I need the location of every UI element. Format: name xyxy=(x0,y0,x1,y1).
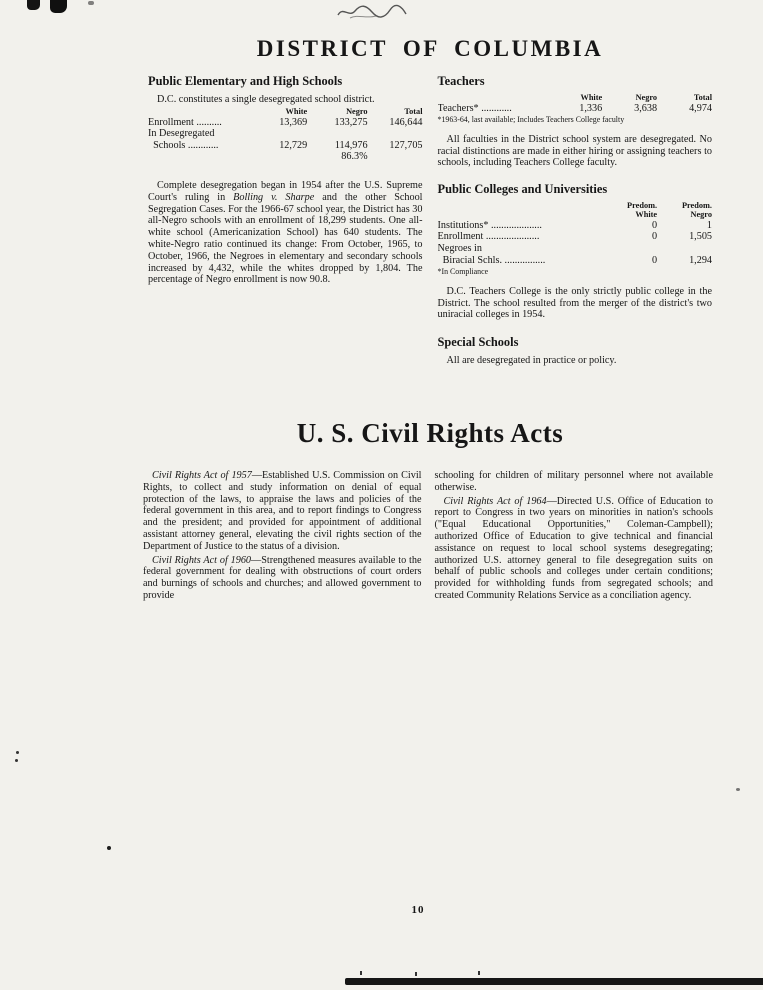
row-label: Enrollment ..................... xyxy=(437,231,540,243)
teachers-body-paragraph: All faculties in the District school system are desegregated. No racial distinctions are made in either hiring or assigning teachers to schools, including Teachers College faculty. xyxy=(437,133,712,169)
scan-artifact-dot xyxy=(736,788,740,791)
header-predom-negro: Predom. Negro xyxy=(681,201,712,220)
row-label: Institutions* .................... xyxy=(437,219,542,231)
row-label: Biracial Schls. ................ xyxy=(437,254,546,266)
schools-body-post: and the other School Segregation Cases. For the 1966-67 school year, the District has 30 all-Negro schools with an enrollment of 18,299 students. One all-white school (Americanization School) has 640 students. The white-Negro ratio continued its change: From October, 1965, to October, 1966, the Negroes in elementary and secondary schools increased by 4,432, while the whites dropped by 1,804. The percentage of Negro enrollment is now 90.8. xyxy=(148,191,423,286)
value-negro: 3,638 xyxy=(634,102,658,114)
schools-intro: D.C. constitutes a single desegregated school district. xyxy=(157,94,375,105)
table-row xyxy=(438,243,713,255)
page-content xyxy=(143,0,713,990)
page-number: 10 xyxy=(411,904,425,916)
value-total: 4,974 xyxy=(689,102,712,114)
table-row xyxy=(438,220,713,232)
teachers-footnote: *1963-64, last available; Includes Teachers College faculty xyxy=(437,115,625,125)
scan-artifact-dot xyxy=(107,846,111,850)
scan-artifact-blob xyxy=(88,1,94,5)
row-label: In Desegregated xyxy=(148,128,215,140)
acts-right-column xyxy=(435,470,714,602)
act-1960-text: —Strengthened measures available to the federal government for dealing with obstructions of court orders and burnings of schools and churches; and allowed government to provide xyxy=(143,554,422,601)
header-total: Total xyxy=(404,106,423,116)
case-name: Bolling v. Sharpe xyxy=(233,191,315,203)
table-header-row xyxy=(148,108,423,117)
header-negro: Negro xyxy=(635,93,658,102)
value-negro: 1,294 xyxy=(689,254,712,266)
header-negro: Negro xyxy=(346,106,368,116)
table-row xyxy=(438,231,713,243)
schools-body-pre: Complete desegregation began in 1954 after the U.S. Supreme Court's ruling in xyxy=(148,179,423,203)
value-negro: 1,505 xyxy=(689,231,712,243)
value-white: 12,729 xyxy=(279,139,308,151)
section-heading-teachers: Teachers xyxy=(437,74,485,88)
header-predom-white: Predom. White xyxy=(627,201,658,220)
value-white: 0 xyxy=(652,254,658,266)
table-row xyxy=(438,255,713,267)
teachers-table xyxy=(438,94,713,114)
act-1964-paragraph xyxy=(435,496,714,602)
act-1957-paragraph xyxy=(143,470,422,553)
special-schools-body: All are desegregated in practice or policy. xyxy=(446,355,617,367)
act-1960-continuation: schooling for children of military personnel where not available otherwise. xyxy=(434,470,713,493)
value-white: 0 xyxy=(652,219,658,231)
value-negro: 133,275 xyxy=(334,116,368,128)
header-blank xyxy=(148,108,250,117)
row-label: Enrollment .......... xyxy=(148,116,222,128)
value-white: 1,336 xyxy=(579,102,603,114)
value-white: 0 xyxy=(652,231,658,243)
header-white: White xyxy=(580,93,603,102)
act-1964-lead: Civil Rights Act of 1964 xyxy=(443,495,547,507)
colleges-footnote: *In Compliance xyxy=(437,267,489,277)
value-total: 127,705 xyxy=(389,139,423,151)
table-row xyxy=(148,140,423,152)
value-negro: 114,976 xyxy=(334,139,368,151)
act-1957-text: —Established U.S. Commission on Civil Rights, to collect and study information on denial of equal protection of the laws, to appraise the laws and policies of the federal government in this area, and to report findings to Congress and the president; and provided for appointment of additional assistant attorney general, elevating the civil rights section of the Department of Justice to the status of a division. xyxy=(143,470,422,552)
value-white: 13,369 xyxy=(279,116,308,128)
header-total: Total xyxy=(693,93,712,102)
row-label: Negroes in xyxy=(437,243,482,255)
scan-artifact-blob xyxy=(50,0,67,13)
acts-section-title: U. S. Civil Rights Acts xyxy=(296,418,564,448)
act-1960-lead: Civil Rights Act of 1960 xyxy=(152,554,252,566)
scan-artifact-blob xyxy=(27,0,40,10)
acts-left-column xyxy=(143,470,422,602)
value-negro-percent: 86.3% xyxy=(341,151,368,163)
right-column xyxy=(438,74,713,367)
statistics-section xyxy=(148,74,712,367)
colleges-body-paragraph: D.C. Teachers College is the only strictly public college in the District. The school resulted from the merger of the district's two uniracial colleges in 1954. xyxy=(437,285,712,321)
table-row xyxy=(148,128,423,140)
act-1960-paragraph xyxy=(143,555,422,602)
header-white: White xyxy=(285,106,308,116)
section-heading-colleges: Public Colleges and Universities xyxy=(437,182,608,197)
left-column xyxy=(148,74,423,367)
section-heading-special-schools: Special Schools xyxy=(437,335,519,350)
row-label: Schools ............ xyxy=(148,139,219,151)
page-title: DISTRICT OF COLUMBIA xyxy=(256,36,604,61)
table-row xyxy=(148,151,423,163)
act-1964-text: —Directed U.S. Office of Education to report to Congress in two years on minorities in nation's schools ("Equal Educational Opportunities," Coleman-Campbell); authorized Office of Education to give technical and financial assistance on request to local school systems desegregating; authorized U.S. attorney general to file desegregation suits on behalf of public schools and colleges under certain conditions; provided for withholding funds from segregated schools; and created Community Relations Service as a conciliation agency. xyxy=(434,495,713,601)
table-header-row xyxy=(438,202,713,220)
act-1957-lead: Civil Rights Act of 1957 xyxy=(152,470,252,481)
table-row xyxy=(148,117,423,129)
enrollment-table xyxy=(148,108,423,163)
section-heading-public-schools: Public Elementary and High Schools xyxy=(148,74,343,88)
schools-body-paragraph xyxy=(148,180,423,286)
acts-section xyxy=(143,470,713,602)
scan-artifact-dot xyxy=(16,751,19,754)
row-label: Teachers* ............ xyxy=(437,102,512,114)
value-total: 146,644 xyxy=(389,116,423,128)
scan-artifact-dot xyxy=(15,759,18,762)
colleges-table xyxy=(438,202,713,266)
table-header-row xyxy=(438,94,713,103)
value-negro: 1 xyxy=(706,219,712,231)
table-row xyxy=(438,103,713,115)
